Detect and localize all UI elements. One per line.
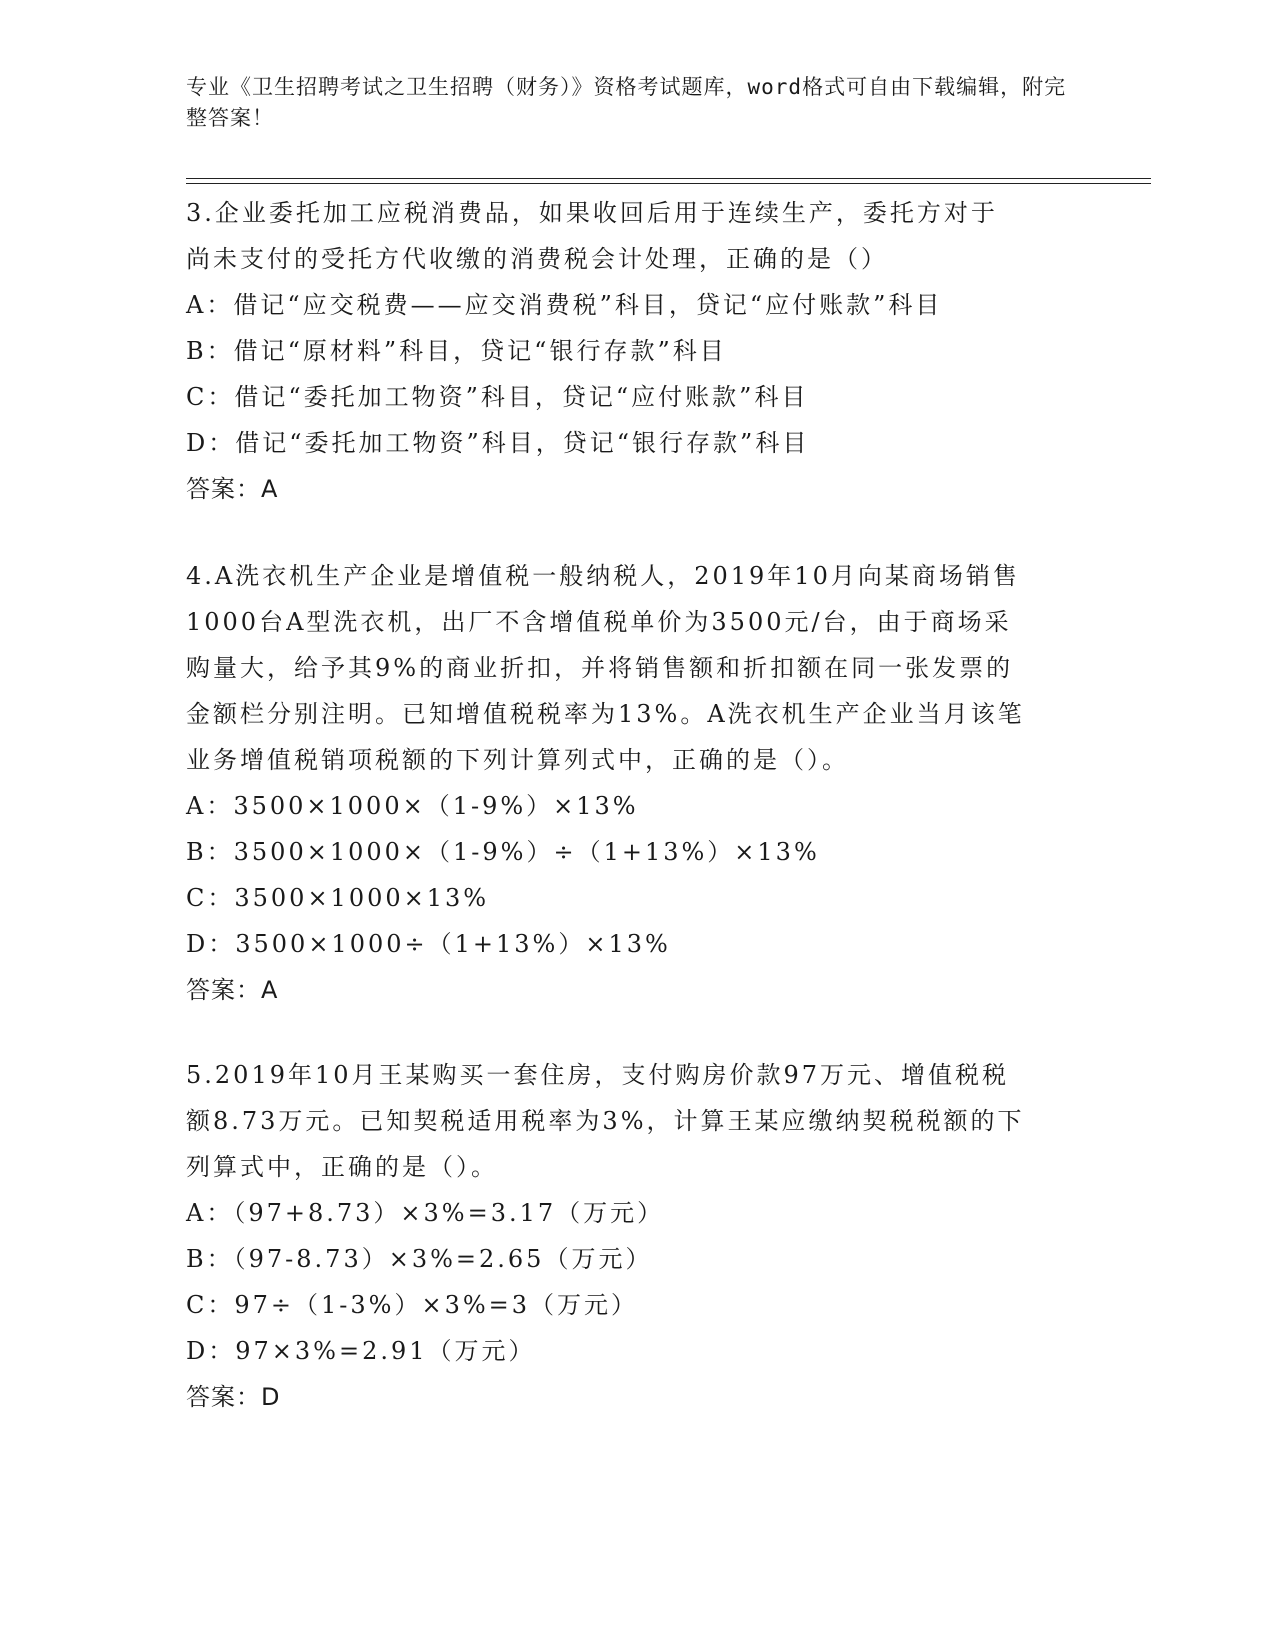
question-stem: 业务增值税销项税额的下列计算列式中，正确的是（）。 bbox=[186, 746, 849, 774]
question-block bbox=[186, 1052, 1086, 1420]
option-d: D：3500×1000÷（1+13%）×13% bbox=[186, 930, 671, 958]
question-stem: 尚未支付的受托方代收缴的消费税会计处理，正确的是（） bbox=[186, 245, 888, 273]
question-block bbox=[186, 553, 1086, 1013]
question-stem: 4.A洗衣机生产企业是增值税一般纳税人，2019年10月向某商场销售 bbox=[186, 562, 1020, 590]
option-b: B：（97-8.73）×3%=2.65（万元） bbox=[186, 1245, 653, 1273]
header-rule-bottom bbox=[186, 183, 1151, 184]
question-stem: 额8.73万元。已知契税适用税率为3%，计算王某应缴纳契税税额的下 bbox=[186, 1107, 1025, 1135]
option-a: A：3500×1000×（1-9%）×13% bbox=[186, 792, 639, 820]
header-rule-top bbox=[186, 178, 1151, 179]
option-b: B：借记“原材料”科目，贷记“银行存款”科目 bbox=[186, 337, 727, 365]
option-a: A：借记“应交税费——应交消费税”科目，贷记“应付账款”科目 bbox=[186, 291, 943, 319]
option-c: C：借记“委托加工物资”科目，贷记“应付账款”科目 bbox=[186, 383, 809, 411]
question-stem: 5.2019年10月王某购买一套住房，支付购房价款97万元、增值税税 bbox=[186, 1061, 1010, 1089]
option-d: D：97×3%=2.91（万元） bbox=[186, 1337, 536, 1365]
option-a: A：（97+8.73）×3%=3.17（万元） bbox=[186, 1199, 665, 1227]
question-stem: 金额栏分别注明。已知增值税税率为13%。A洗衣机生产企业当月该笔 bbox=[186, 700, 1025, 728]
answer-label: 答案：A bbox=[186, 976, 279, 1004]
question-stem: 购量大，给予其9%的商业折扣，并将销售额和折扣额在同一张发票的 bbox=[186, 654, 1014, 682]
option-c: C：3500×1000×13% bbox=[186, 884, 490, 912]
question-stem: 列算式中，正确的是（）。 bbox=[186, 1153, 498, 1181]
question-stem: 1000台A型洗衣机，出厂不含增值税单价为3500元/台，由于商场采 bbox=[186, 608, 1012, 636]
option-c: C：97÷（1-3%）×3%=3（万元） bbox=[186, 1291, 639, 1319]
answer-label: 答案：A bbox=[186, 475, 279, 503]
question-stem: 3.企业委托加工应税消费品，如果收回后用于连续生产，委托方对于 bbox=[186, 199, 998, 227]
question-block bbox=[186, 190, 1086, 512]
document-header: 专业《卫生招聘考试之卫生招聘（财务）》资格考试题库，word格式可自由下载编辑，附完整答案！ bbox=[186, 75, 1067, 130]
option-b: B：3500×1000×（1-9%）÷（1+13%）×13% bbox=[186, 838, 820, 866]
answer-label: 答案：D bbox=[186, 1383, 281, 1411]
option-d: D：借记“委托加工物资”科目，贷记“银行存款”科目 bbox=[186, 429, 810, 457]
